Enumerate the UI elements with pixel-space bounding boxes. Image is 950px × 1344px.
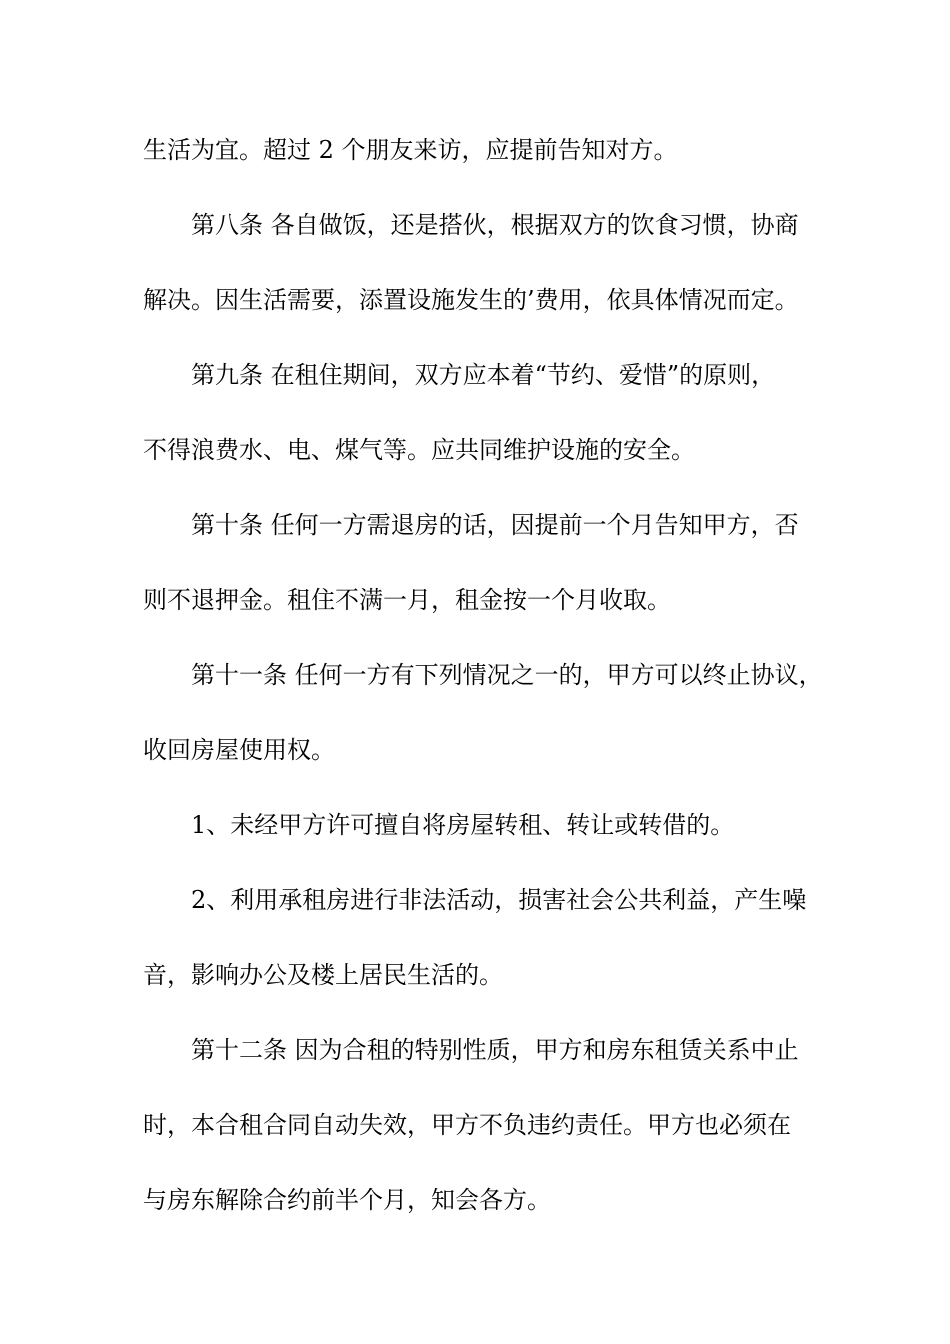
- text-line-item-1: 1、未经甲方许可擅自将房屋转租、转让或转借的。: [191, 811, 735, 839]
- text-line: 则不退押金。租住不满一月，租金按一个月收取。: [143, 586, 671, 614]
- text-line-article-12: 第十二条 因为合租的特别性质，甲方和房东租赁关系中止: [191, 1036, 799, 1064]
- text-line: 解决。因生活需要，添置设施发生的’费用，依具体情况而定。: [143, 286, 799, 314]
- text-line: 音，影响办公及楼上居民生活的。: [143, 961, 503, 989]
- text-line-article-8: 第八条 各自做饭，还是搭伙，根据双方的饮食习惯，协商: [191, 211, 799, 239]
- text-line-article-9: 第九条 在租住期间，双方应本着“节约、爱惜”的原则，: [191, 361, 776, 389]
- text-line: 不得浪费水、电、煤气等。应共同维护设施的安全。: [143, 436, 695, 464]
- text-line: 收回房屋使用权。: [143, 736, 335, 764]
- text-line-item-2: 2、利用承租房进行非法活动，损害社会公共利益，产生噪: [191, 886, 807, 914]
- text-line-article-11: 第十一条 任何一方有下列情况之一的，甲方可以终止协议，: [191, 661, 823, 689]
- text-line: 与房东解除合约前半个月，知会各方。: [143, 1186, 551, 1214]
- text-line: 生活为宜。超过 2 个朋友来访，应提前告知对方。: [143, 136, 678, 164]
- text-line: 时，本合租合同自动失效，甲方不负违约责任。甲方也必须在: [143, 1111, 791, 1139]
- text-line-article-10: 第十条 任何一方需退房的话，因提前一个月告知甲方，否: [191, 511, 799, 539]
